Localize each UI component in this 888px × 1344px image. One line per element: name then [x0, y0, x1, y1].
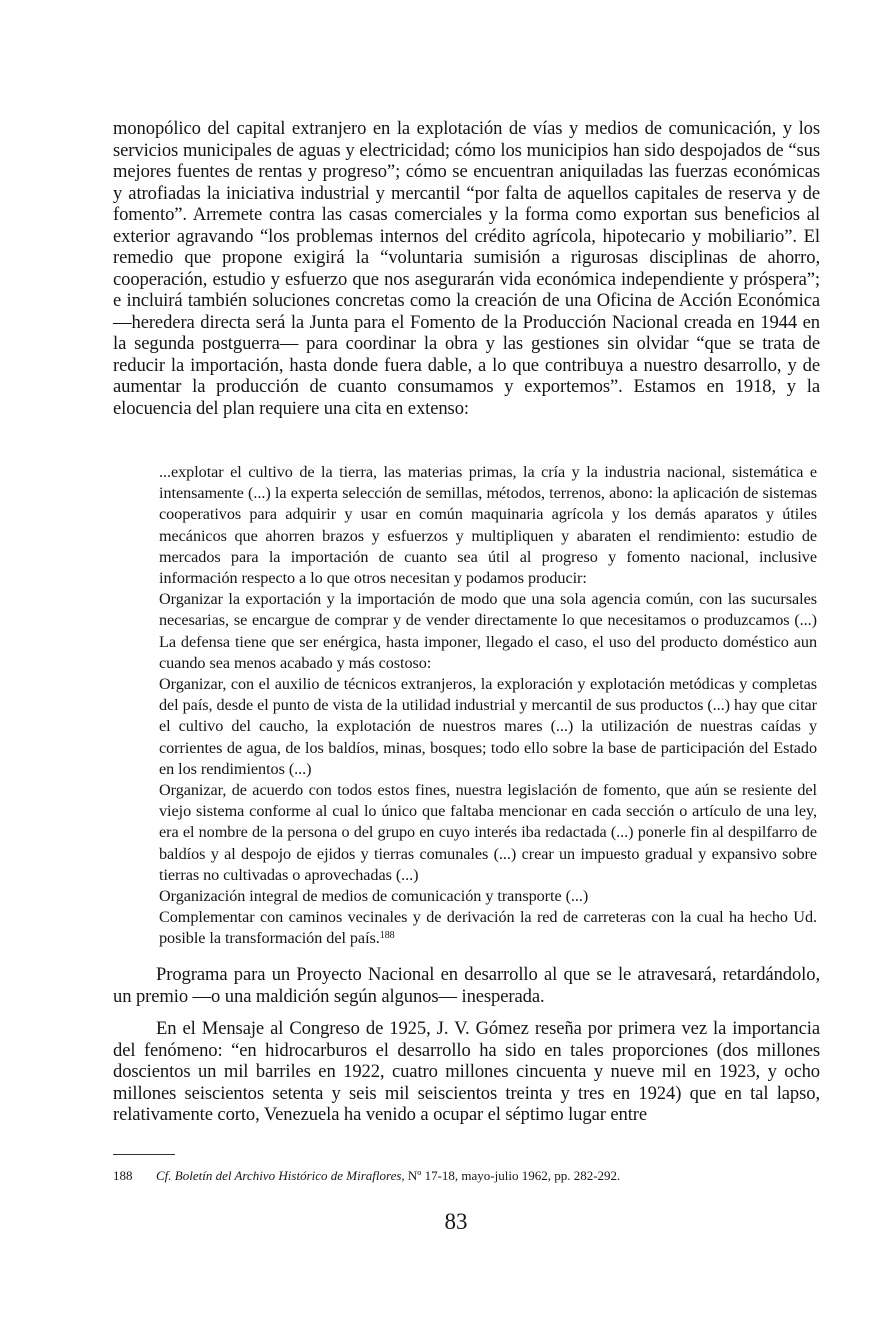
quote-paragraph: Organizar, con el auxilio de técnicos extranjeros, la exploración y explotación metódicas y completas del país, desde el punto de vista de la utilidad industrial y mercantil de sus productos (...) hay que citar el cultivo del caucho, la explotación de nuestros mares (...) la utilización de nuestras caídas y corrientes de agua, de los baldíos, minas, bosques; todo ello sobre la base de participación del Estado en los rendimientos (...)	[159, 675, 817, 778]
footnote-details: Nº 17-18, mayo-julio 1962, pp. 282-292.	[404, 1168, 621, 1183]
quote-paragraph: Organizar, de acuerdo con todos estos fines, nuestra legislación de fomento, que aún se resiente del viejo sistema conforme al cual lo único que faltaba mencionar en cada sección o artículo de una ley, era el nombre de la persona o del grupo en cuyo interés iba redactada (...) ponerle fin al despilfarro de baldíos y al despojo de ejidos y tierras comunales (...) crear un impuesto gradual y expansivo sobre tierras no cultivadas o aprovechadas (...)	[159, 781, 817, 884]
footnote-source-title: Cf. Boletín del Archivo Histórico de Miraflores,	[156, 1168, 405, 1183]
quote-paragraph: Organización integral de medios de comunicación y transporte (...)	[159, 887, 589, 906]
body-paragraph-opening: monopólico del capital extranjero en la explotación de vías y medios de comunicación, y los servicios municipales de aguas y electricidad; cómo los municipios han sido despojados de “sus mejores fuentes de rentas y progreso”; cómo se encuentran aniquiladas las fuerzas económicas y atrofiadas la iniciativa industrial y mercantil “por falta de aquellos capitales de reserva y de fomento”. Arremete contra las casas comerciales y la forma como exportan sus beneficios al exterior agravando “los problemas internos del crédito agrícola, hipotecario y mobiliario”. El remedio que propone exigirá la “voluntaria sumisión a rigurosas disciplinas de ahorro, cooperación, estudio y esfuerzo que nos asegurarán vida económica independiente y próspera”; e incluirá también soluciones concretas como la creación de una Oficina de Acción Económica —heredera directa será la Junta para el Fomento de la Producción Nacional creada en 1944 en la segunda postguerra— para coordinar la obra y las gestiones sin olvidar “que se trata de reducir la importación, hasta donde fuera dable, a lo que contribuya a nuestro desarrollo, y de aumentar la producción de cuanto consumamos y exportemos”. Estamos en 1918, y la elocuencia del plan requiere una cita en extenso:	[113, 118, 820, 419]
body-paragraph-mensaje: En el Mensaje al Congreso de 1925, J. V. Gómez reseña por primera vez la importancia del fenómeno: “en hidrocarburos el desarrollo ha sido en tales proporciones (dos millones doscientos un mil barriles en 1922, cuatro millones cincuenta y nueve mil en 1923, y ocho millones seiscientos setenta y seis mil seiscientos treinta y tres en 1924) que en tal lapso, relativamente corto, Venezuela ha venido a ocupar el séptimo lugar entre	[113, 1018, 820, 1125]
footnote	[113, 1168, 820, 1184]
page-number: 83	[444, 1209, 468, 1234]
footnote-number: 188	[113, 1168, 133, 1183]
footnote-reference[interactable]: 188	[379, 930, 395, 942]
quote-paragraph: Organizar la exportación y la importación de modo que una sola agencia común, con las sucursales necesarias, se encargue de comprar y de vender directamente lo que necesitamos o produzcamos (...) La defensa tiene que ser enérgica, hasta imponer, llegado el caso, el uso del producto doméstico aun cuando sea menos acabado y más costoso:	[159, 590, 817, 672]
body-paragraph-programa: Programa para un Proyecto Nacional en desarrollo al que se le atravesará, retardándolo, un premio —o una maldición según algunos— inesperada.	[113, 964, 820, 1007]
quote-paragraph: ...explotar el cultivo de la tierra, las materias primas, la cría y la industria nacional, sistemática e intensamente (...) la experta selección de semillas, métodos, terrenos, abono: la aplicación de sistemas cooperativos para adquirir y usar en común maquinaria agrícola y los demás aparatos y útiles mecánicos que ahorren brazos y esfuerzos y multipliquen y abaraten el rendimiento: estudio de mercados para la importación de cuanto sea útil al progreso y fomento nacional, inclusive información respecto a lo que otros necesitan y podamos producir:	[159, 463, 817, 588]
quote-paragraph-last	[159, 907, 817, 949]
footnote-divider	[113, 1154, 175, 1155]
block-quote	[159, 462, 817, 950]
quote-text: Complementar con caminos vecinales y de derivación la red de carreteras con la cual ha hecho Ud. posible la transformación del país.	[159, 908, 817, 948]
